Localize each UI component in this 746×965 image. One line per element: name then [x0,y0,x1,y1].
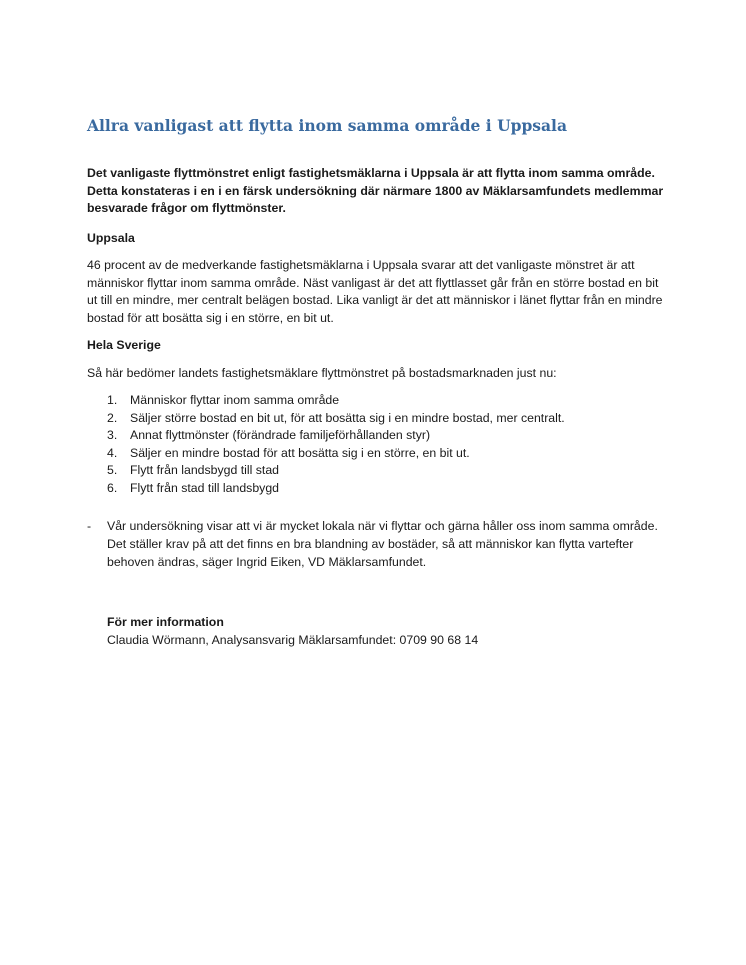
flyttmonster-list [87,392,667,497]
list-item [87,427,667,445]
list-item [87,392,667,410]
section-heading-uppsala: Uppsala [87,230,135,245]
document-body [87,115,667,649]
list-item-text: Säljer större bostad en bit ut, för att bosätta sig i en mindre bostad, mer centralt. [130,410,565,425]
list-item-number: 4. [107,445,118,460]
quote-text: Vår undersökning visar att vi är mycket lokala när vi flyttar och gärna håller oss inom samma område. Det ställer krav på att det finns en bra blandning av bostäder, så att människor kan flytta vartefter behoven ändras, säger Ingrid Eiken, VD Mäklarsamfundet. [107,519,658,569]
quote-paragraph [87,517,667,571]
page-title: Allra vanligast att flytta inom samma område i Uppsala [87,116,567,135]
uppsala-paragraph: 46 procent av de medverkande fastighetsmäklarna i Uppsala svarar att det vanligaste mönstret är att människor flyttar inom samma område. Näst vanligast är det att flyttlasset går från en större bostad en bit ut till en mindre, mer centralt belägen bostad. Lika vanligt är det att människor i länet flyttar från en mindre bostad för att bosätta sig i en större, en bit ut. [87,258,663,325]
contact-info [87,614,667,649]
list-item-text: Flytt från landsbygd till stad [130,463,279,477]
list-item-number: 6. [107,480,118,495]
list-item [87,410,667,428]
list-item-text: Annat flyttmönster (förändrade familjeförhållanden styr) [130,428,431,442]
quote-dash: - [87,519,92,533]
list-item [87,462,667,480]
contact-heading: För mer information [107,615,224,629]
list-item-text: Flytt från stad till landsbygd [130,480,279,495]
list-item-text: Människor flyttar inom samma område [130,393,340,407]
list-item [87,480,667,498]
section-heading-hela-sverige: Hela Sverige [87,338,161,352]
list-item-text: Säljer en mindre bostad för att bosätta sig i en större, en bit ut. [130,445,470,460]
sverige-intro: Så här bedömer landets fastighetsmäklare flyttmönstret på bostadsmarknaden just nu: [87,365,557,380]
list-item-number: 1. [107,393,118,407]
list-item [87,445,667,463]
list-item-number: 2. [107,410,118,425]
contact-line: Claudia Wörmann, Analysansvarig Mäklarsamfundet: 0709 90 68 14 [107,632,479,647]
list-item-number: 5. [107,463,118,477]
list-item-number: 3. [107,428,118,442]
lead-paragraph: Det vanligaste flyttmönstret enligt fastighetsmäklarna i Uppsala är att flytta inom samma område. Detta konstateras i en i en färsk undersökning där närmare 1800 av Mäklarsamfundets medlemmar besvarade frågor om flyttmönster. [87,166,664,215]
